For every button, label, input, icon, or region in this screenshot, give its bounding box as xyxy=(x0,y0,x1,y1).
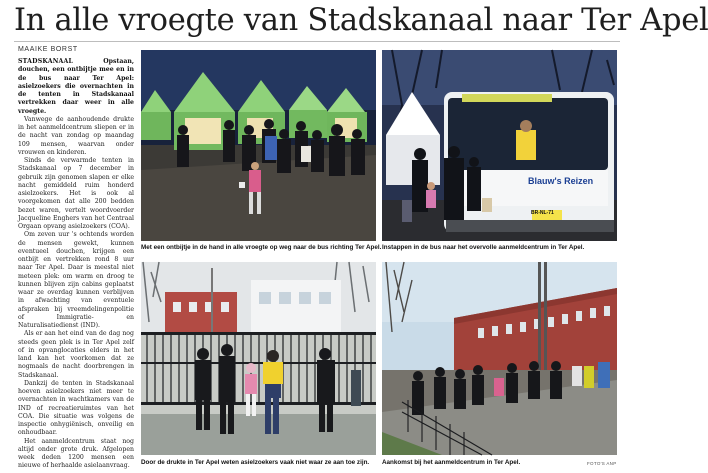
article-paragraph: Vanwege de aanhoudende drukte in het aanmeldcentrum sliepen er in de nacht van zondag op maandag 109 mensen, waarvan onder vrouwen en kinderen. xyxy=(18,115,134,156)
article-paragraph: Dankzij de tenten in Stadskanaal hoeven asielzoekers niet meer te overnachten in wachtkamers van de IND of recreatieruimtes van het COA. Die situatie was volgens de inspectie onhygiënisch, onveilig en onhoudbaar. xyxy=(18,379,134,437)
photo-center-arrival xyxy=(382,262,617,455)
bus-license-plate: BR-NL-71 xyxy=(531,210,554,216)
byline: MAAIKE BORST xyxy=(18,46,78,53)
article-paragraph: Het aanmeldcentrum staat nog altijd onder grote druk. Afgelopen week deden 1200 mensen een nieuwe of herhaalde asielaanvraag. xyxy=(18,437,134,470)
article-paragraph: Als er aan het eind van de dag nog steeds geen plek is in Ter Apel zelf of in opvanglocaties elders in het land kan het voorkomen dat ze nogmaals de nacht doorbrengen in Stadskanaal. xyxy=(18,330,134,379)
dateline: STADSKANAAL xyxy=(18,58,74,65)
photo-caption-4: Aankomst bij het aanmeldcentrum in Ter Apel. xyxy=(382,459,521,466)
headline: In alle vroegte van Stadskanaal naar Ter Apel xyxy=(14,3,708,38)
photo-caption-3: Door de drukte in Ter Apel weten asielzoekers vaak niet waar ze aan toe zijn. xyxy=(141,459,370,466)
lead-text: Opstaan, douchen, een ontbijtje mee en in de bus naar Ter Apel: asielzoekers die overnachten in de tenten in Stadskanaal vertrekken daar weer in alle vroegte. xyxy=(18,58,134,115)
photo-fence-waiting xyxy=(141,262,376,455)
article-body xyxy=(18,58,134,471)
headline-rule xyxy=(14,41,620,42)
article-paragraph: Om zeven uur 's ochtends worden de mensen gewekt, kunnen eventueel douchen, krijgen een ontbijt en vertrekken rond 8 uur naar Ter Apel. Daar is meestal niet meteen plek: om warm en droog te kunnen blijven zijn cabins geplaatst waar ze overdag kunnen verblijven in afwachting van eventuele afspraken bij vreemdelingenpolitie of Immigratie- en Naturalisatiedienst (IND). xyxy=(18,231,134,329)
photo-credit: FOTO'S ANP xyxy=(587,461,617,466)
photo-bus-boarding xyxy=(382,50,617,241)
photo-tents-night xyxy=(141,50,376,241)
article-paragraph: Sinds de verwarmde tenten in Stadskanaal op 7 december in gebruik zijn genomen slapen er elke nacht gemiddeld ruim honderd asielzoekers. Het is ook al voorgekomen dat alle 200 bedden bezet waren, vertelt woordvoerder Jacqueline Enghers van het Centraal Orgaan opvang asielzoekers (COA). xyxy=(18,157,134,230)
bus-company-sign: Blauw's Reizen xyxy=(528,176,594,186)
photo-caption-1: Met een ontbijtje in de hand in alle vroegte op weg naar de bus richting Ter Apel. xyxy=(141,244,382,251)
article-lead xyxy=(18,58,134,116)
photo-caption-2: Instappen in de bus naar het overvolle aanmeldcentrum in Ter Apel. xyxy=(382,244,585,251)
